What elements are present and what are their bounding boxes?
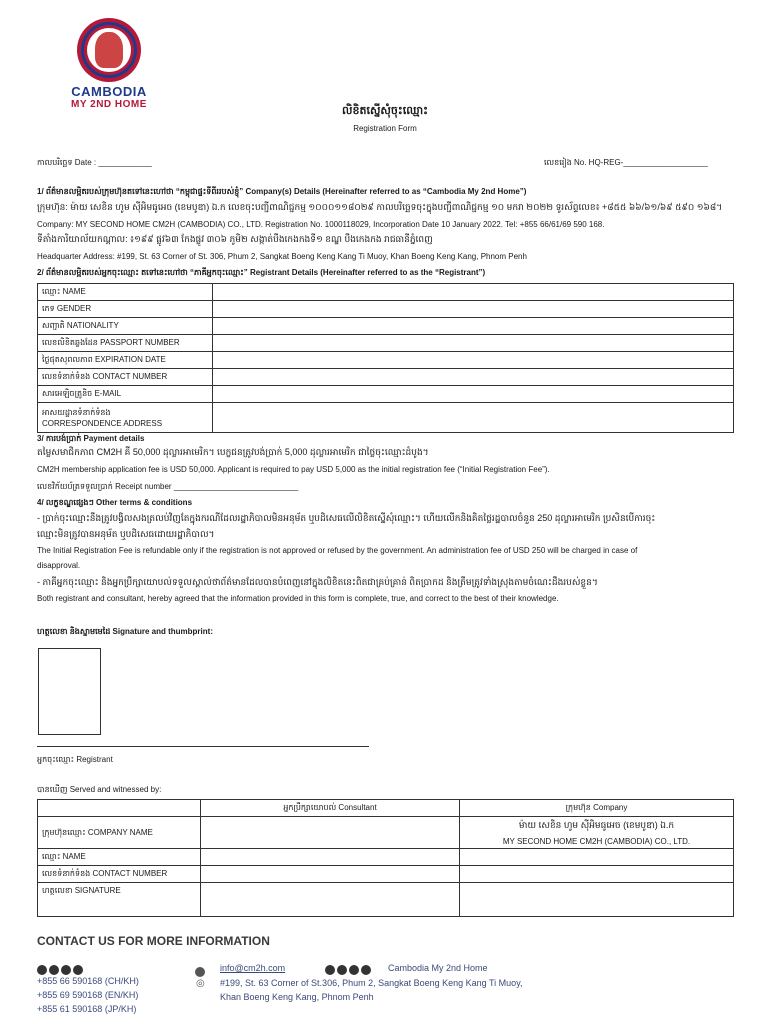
contact-title: CONTACT US FOR MORE INFORMATION (37, 934, 270, 948)
wechat-icon (73, 965, 83, 975)
expiration-input[interactable] (213, 352, 734, 369)
company-signature-input[interactable] (460, 883, 734, 917)
company-details-kh: ក្រុមហ៊ុន: ម៉ាយ សេខិន ហូម ស៊ីអិមធូអេច (ខេមបូឌា) ឯ.ក លេខចុះបញ្ជីពាណិជ្ជកម្ម ១០០០១១៨០២៩ កាលបរិច្ឆេទចុះក្នុងបញ្ជីពាណិជ្ជកម្ម ១០ មករា ២០២២ ទូរស័ព្ទលេខ៖ +៨៥៥ ៦៦/៦១/៦៩ ៥៩០ ១៦៨។ (37, 202, 723, 212)
company-name-value: ម៉ាយ សេខិន ហូម ស៊ីអិមធូអេច (ខេមបូឌា) ឯ.ក MY SECOND HOME CM2H (CAMBODIA) CO., LTD. (460, 817, 734, 849)
terms1-en-cont: disapproval. (37, 561, 81, 570)
consultant-contact-input[interactable] (201, 866, 460, 883)
email-link[interactable]: info@cm2h.com (220, 963, 286, 973)
signature-label: ហត្ថលេខា SIGNATURE (38, 883, 201, 917)
payment-kh: តម្លៃសមាជិកភាព CM2H គឺ 50,000 ដុល្លារអាមេរិក។ បេក្ខជនត្រូវបង់ប្រាក់ 5,000 ដុល្លារអាមេរិក ជាថ្លៃចុះឈ្មោះដំបូង។ (37, 447, 429, 457)
witness-label: បានឃើញ Served and witnessed by: (37, 785, 162, 794)
company-header: ក្រុមហ៊ុន Company (460, 800, 734, 817)
contact-input[interactable] (213, 369, 734, 386)
form-title-kh: លិខិតស្នើសុំចុះឈ្មោះ (342, 105, 428, 117)
row-label: លេខទំនាក់ទំនង CONTACT NUMBER (38, 369, 213, 386)
company-details-en: Company: MY SECOND HOME CM2H (CAMBODIA) CO., LTD. Registration No. 1000118029, Incorporation Date 10 January 2022. Tel: +855 66/61/69 590 168. (37, 220, 605, 229)
logo-line2: MY 2ND HOME (71, 99, 147, 110)
hq-address-en: Headquarter Address: #199, St. 63 Corner of St. 306, Phum 2, Sangkat Boeng Keng Kang Ti Muoy, Khan Boeng Keng Kang, Phnom Penh (37, 252, 527, 261)
location-icon: ◎ (196, 978, 205, 989)
terms2-kh: - ភាគីអ្នកចុះឈ្មោះ និងអ្នកប្រឹក្សាយោបល់ទទួលស្គាល់ថាព័ត៌មានដែលបានបំពេញនៅក្នុងលិខិតនេះពិតជាគ្រប់គ្រាន់ ពិតប្រាកដ និងត្រឹមត្រូវទាំងស្រុងតាមចំណេះដឹងរបស់ខ្លួន។ (37, 577, 598, 587)
passport-input[interactable] (213, 335, 734, 352)
row-label: លេខលិខិតឆ្លងដែន PASSPORT NUMBER (38, 335, 213, 352)
whatsapp-icon (61, 965, 71, 975)
section2-heading: 2/ ព័ត៌មានលម្អិតរបស់អ្នកចុះឈ្មោះ តទៅនេះហៅថា “ភាគីអ្នកចុះឈ្មោះ” Registrant Details (Hereinafter referred to as the “Registrant”) (37, 268, 486, 277)
address-label: អាសយដ្ឋានទំនាក់ទំនង CORRESPONDENCE ADDRESS (38, 403, 213, 433)
company-contact-input[interactable] (460, 866, 734, 883)
company-name-label: ក្រុមហ៊ុនឈ្មោះ COMPANY NAME (38, 817, 201, 849)
registrant-table (37, 283, 734, 433)
terms1-en: The Initial Registration Fee is refundable only if the registration is not approved or refused by the government. An administration fee of USD 250 will be charged in case of (37, 546, 638, 555)
phone-jp[interactable]: +855 61 590168 (JP/KH) (37, 1004, 137, 1014)
section3-heading: 3/ ការបង់ប្រាក់ Payment details (37, 434, 145, 443)
section4-heading: 4/ លក្ខខណ្ឌផ្សេងៗ Other terms & conditions (37, 498, 193, 507)
name-input[interactable] (213, 284, 734, 301)
contact-label: លេខទំនាក់ទំនង CONTACT NUMBER (38, 866, 201, 883)
name-label: ឈ្មោះ NAME (38, 849, 201, 866)
address-line2: Khan Boeng Keng Kang, Phnom Penh (220, 992, 374, 1002)
gender-input[interactable] (213, 301, 734, 318)
facebook-icon (325, 965, 335, 975)
witness-table (37, 799, 734, 917)
terms1-kh: - ប្រាក់ចុះឈ្មោះនឹងត្រូវបង្វិលសងត្រលប់វិញតែក្នុងករណីដែលរដ្ឋាភិបាលមិនអនុម័ត ឬបដិសេធលើលិខិតស្នើសុំឈ្មោះ។ ហើយលើកនិងគិតថ្លៃរដ្ឋបាលចំនួន 250 ដុល្លារអាមេរិក ប្រសិនបើការចុះ (37, 513, 656, 523)
section1-heading: 1/ ព័ត៌មានលម្អិតរបស់ក្រុមហ៊ុនតទៅនេះហៅថា “កម្ពុជាផ្ទះទីពីររបស់ខ្ញុំ” Company(s) Details (Hereinafter referred to as “Cambodia My 2nd Home”) (37, 187, 527, 196)
phone-en[interactable]: +855 69 590168 (EN/KH) (37, 990, 139, 1000)
signature-line[interactable] (37, 746, 369, 747)
phone-ch[interactable]: +855 66 590168 (CH/KH) (37, 976, 139, 986)
payment-en: CM2H membership application fee is USD 50,000. Applicant is required to pay USD 5,000 as the initial registration fee (“Initial Registration Fee”). (37, 465, 550, 474)
ref-number-field[interactable]: លេខរៀង No. HQ-REG-___________________ (544, 158, 708, 167)
consultant-signature-input[interactable] (201, 883, 460, 917)
logo-line1: CAMBODIA (71, 84, 147, 99)
hq-address-kh: ទីតាំងការិយាល័យកណ្តាល: ៖១៩៩ ផ្លូវ៦៣ កែងផ្លូវ ៣០៦ ភូមិ២ សង្កាត់បឹងកេងកងទី១ ខណ្ឌ បឹងកេងកង រាជធានីភ្នំពេញ (37, 234, 433, 244)
consultant-name-input[interactable] (201, 849, 460, 866)
registrant-label: អ្នកចុះឈ្មោះ Registrant (37, 755, 113, 764)
telegram-icon (49, 965, 59, 975)
signature-heading: ហត្ថលេខា និងស្នាមមេដៃ Signature and thumbprint: (37, 627, 213, 636)
terms1-kh-cont: ឈ្មោះមិនត្រូវបានអនុម័ត ឬបដិសេធដោយរដ្ឋាភិបាល។ (37, 529, 215, 539)
terms2-en: Both registrant and consultant, hereby agreed that the information provided in this form is complete, true, and correct to the best of their knowledge. (37, 594, 559, 603)
instagram-icon (337, 965, 347, 975)
company-rep-name-input[interactable] (460, 849, 734, 866)
tiktok-icon (361, 965, 371, 975)
consultant-company-input[interactable] (201, 817, 460, 849)
date-field[interactable]: កាលបរិច្ឆេទ Date : ____________ (37, 158, 152, 167)
nationality-input[interactable] (213, 318, 734, 335)
phone-icon (37, 965, 47, 975)
logo (60, 18, 158, 110)
address-input[interactable] (213, 403, 734, 433)
form-title-en: Registration Form (353, 124, 417, 133)
youtube-icon (349, 965, 359, 975)
logo-emblem-icon (77, 18, 141, 82)
receipt-number-field[interactable]: លេខវិក័យប័ត្រទទួលប្រាក់ Receipt number ____________________________ (37, 482, 299, 491)
row-label: ឈ្មោះ NAME (38, 284, 213, 301)
social-name[interactable]: Cambodia My 2nd Home (388, 963, 488, 973)
row-label: សារអេឡិចត្រូនិច E-MAIL (38, 386, 213, 403)
empty-header (38, 800, 201, 817)
row-label: ថ្ងៃផុតសុពលភាព EXPIRATION DATE (38, 352, 213, 369)
consultant-header: អ្នកប្រឹក្សាយោបល់ Consultant (201, 800, 460, 817)
row-label: សញ្ជាតិ NATIONALITY (38, 318, 213, 335)
email-input[interactable] (213, 386, 734, 403)
thumbprint-box[interactable] (38, 648, 101, 735)
social-icons (325, 961, 373, 979)
address-line1: #199, St. 63 Corner of St.306, Phum 2, Sangkat Boeng Keng Kang Ti Muoy, (220, 978, 523, 988)
row-label: ភេទ GENDER (38, 301, 213, 318)
